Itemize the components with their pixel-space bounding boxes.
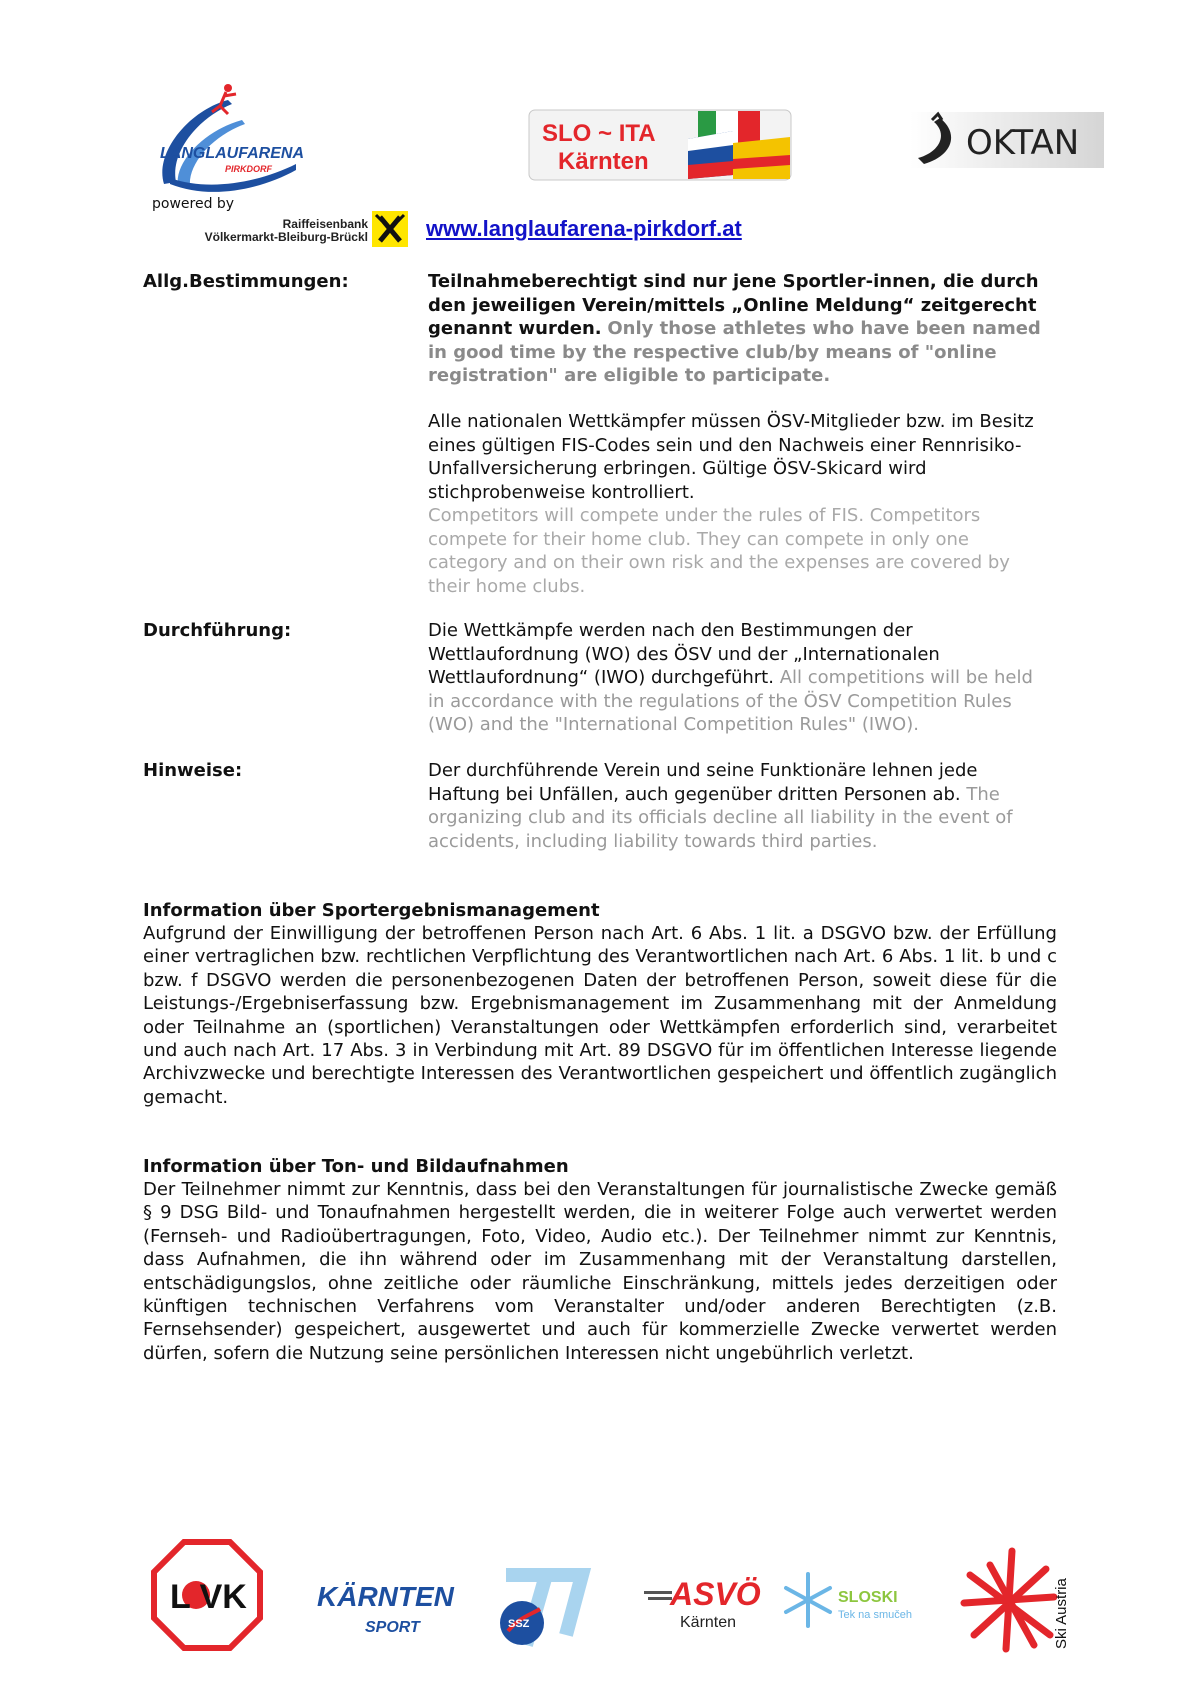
kaernten-sport-text-2: SPORT xyxy=(365,1619,420,1636)
doktan-logo xyxy=(910,112,1104,168)
langlaufarena-logo xyxy=(150,82,304,197)
raiffeisen-name xyxy=(168,218,368,244)
asvo-text-2: Kärnten xyxy=(680,1614,737,1631)
slo-ita-kaernten-logo xyxy=(528,109,792,181)
durch-en: All competitions will be held in accordance with the regulations of the ÖSV Competition Rules (WO) and the "International Competition Rules" (IWO). xyxy=(428,667,1033,735)
sloita-line2: Kärnten xyxy=(558,148,649,175)
hinweise-en: The organizing club and its officials decline all liability in the event of accidents, including liability towards third parties. xyxy=(428,783,1013,852)
doktan-text: OKTAN xyxy=(966,123,1080,163)
kaernten-sport-text-1: KÄRNTEN xyxy=(317,1581,454,1612)
ssz-text: SSZ xyxy=(508,1618,530,1630)
info-media-body: Der Teilnehmer nimmt zur Kenntnis, dass bei den Veranstaltungen für journalistische Zwecke gemäß § 9 DSG Bild- und Tonaufnahmen hergestellt werden, die in weiterer Folge auch verwertet werden (Fernseh- und Radioübertragungen, Foto, Video, Audio etc.). Der Teilnehmer nimmt zur Kenntnis, dass Aufnahmen, die ihn während oder im Zusammenhang mit der Veranstaltung darstellen, entschädigungslos, ohne zeitliche oder räumliche Einschränkung, mittels jedes derzeitigen oder künftigen technischen Verfahrens vom Veranstalter und/oder anderen Berechtigten (z.B. Fernsehsender) gespeichert, ausgewertet und auch für kommerzielle Zwecke verwertet werden dürfen, sofern die Nutzung seine persönlichen Interessen nicht ungebührlich verletzt. xyxy=(143,1179,1057,1364)
website-link[interactable]: www.langlaufarena-pirkdorf.at xyxy=(426,216,742,241)
info-media-title: Information über Ton- und Bildaufnahmen xyxy=(143,1156,569,1177)
hinweise-de: Der durchführende Verein und seine Funktionäre lehnen jede Haftung bei Unfällen, auch gegenüber dritten Personen ab. xyxy=(428,760,978,805)
raiffeisen-line2: Völkermarkt-Bleiburg-Brückl xyxy=(204,230,368,244)
ski-austria-text: Ski Austria xyxy=(1053,1578,1070,1649)
allg-p1-en: Only those athletes who have been named in good time by the respective club/by means of "online registration" are eligible to participate. xyxy=(428,318,1041,386)
sloski-logo xyxy=(780,1568,930,1632)
allg-paragraph-1 xyxy=(428,270,1048,388)
label-hinweise: Hinweise: xyxy=(143,760,243,781)
label-durchfuehrung: Durchführung: xyxy=(143,620,292,641)
durchfuehrung-paragraph xyxy=(428,619,1048,737)
sloski-text-1: SLOSKI xyxy=(838,1589,898,1606)
lsvk-text: L VK xyxy=(170,1578,247,1616)
sloski-text-2: Tek na smučeh xyxy=(838,1609,912,1621)
info-sport-body: Aufgrund der Einwilligung der betroffenen Person nach Art. 6 Abs. 1 lit. a DSGVO bzw. der Erfüllung einer vertraglichen bzw. rechtlichen Verpflichtung des Verantwortlichen nach Art. 6 Abs. 1 lit. b und c bzw. f DSGVO werden die personenbezogenen Daten der betroffenen Person, soweit diese für die Leistungs-/Ergebniserfassung bzw. Ergebnismanagement im Zusammenhang mit der Anmeldung oder Teilnahme an (sportlichen) Veranstaltungen oder Wettkämpfen erforderlich sind, verarbeitet und auch nach Art. 17 Abs. 3 in Verbindung mit Art. 89 DSGVO für im öffentlichen Interesse liegende Archivzwecke und berechtigte Interessen des Verantwortlichen gespeichert und öffentlich zugänglich gemacht. xyxy=(143,923,1057,1108)
raiffeisen-line1: Raiffeisenbank xyxy=(282,217,368,231)
langlaufarena-text: LANGLAUFARENA xyxy=(160,145,304,162)
sloita-line1: SLO ~ ITA xyxy=(542,120,656,147)
kaernten-sport-logo xyxy=(315,1570,454,1640)
powered-by-text: powered by xyxy=(152,196,235,212)
pirkdorf-text: PIRKDORF xyxy=(225,164,272,174)
allg-p2-de: Alle nationalen Wettkämpfer müssen ÖSV-Mitglieder bzw. im Besitz eines gültigen FIS-Codes sein und den Nachweis einer Rennrisiko-Unfallversicherung erbringen. Gültige ÖSV-Skicard wird stichprobenweise kontrolliert. xyxy=(428,411,1034,503)
allg-p1-de: Teilnahmeberechtigt sind nur jene Sportler-innen, die durch den jeweiligen Verein/mittels „Online Meldung“ zeitgerecht genannt wurden. xyxy=(428,271,1039,339)
asvo-text-1: ASVÖ xyxy=(670,1576,761,1612)
allg-p2-en: Competitors will compete under the rules of FIS. Competitors compete for their home club. They can compete in only one category and on their own risk and the expenses are covered by their home clubs. xyxy=(428,505,1010,597)
asvo-kaernten-logo xyxy=(644,1573,761,1633)
hinweise-paragraph xyxy=(428,759,1048,853)
durch-de: Die Wettkämpfe werden nach den Bestimmungen der Wettlaufordnung (WO) des ÖSV und der „Internationalen Wettlaufordnung“ (IWO) durchgeführt. xyxy=(428,620,940,688)
label-allg-bestimmungen: Allg.Bestimmungen: xyxy=(143,271,349,292)
info-sport-title: Information über Sportergebnismanagement xyxy=(143,900,600,921)
lsvk-logo xyxy=(152,1540,262,1650)
ssz-logo xyxy=(486,1565,586,1655)
ski-austria-logo xyxy=(960,1545,1072,1655)
raiffeisen-icon xyxy=(372,211,408,247)
allg-paragraph-2 xyxy=(428,410,1048,598)
